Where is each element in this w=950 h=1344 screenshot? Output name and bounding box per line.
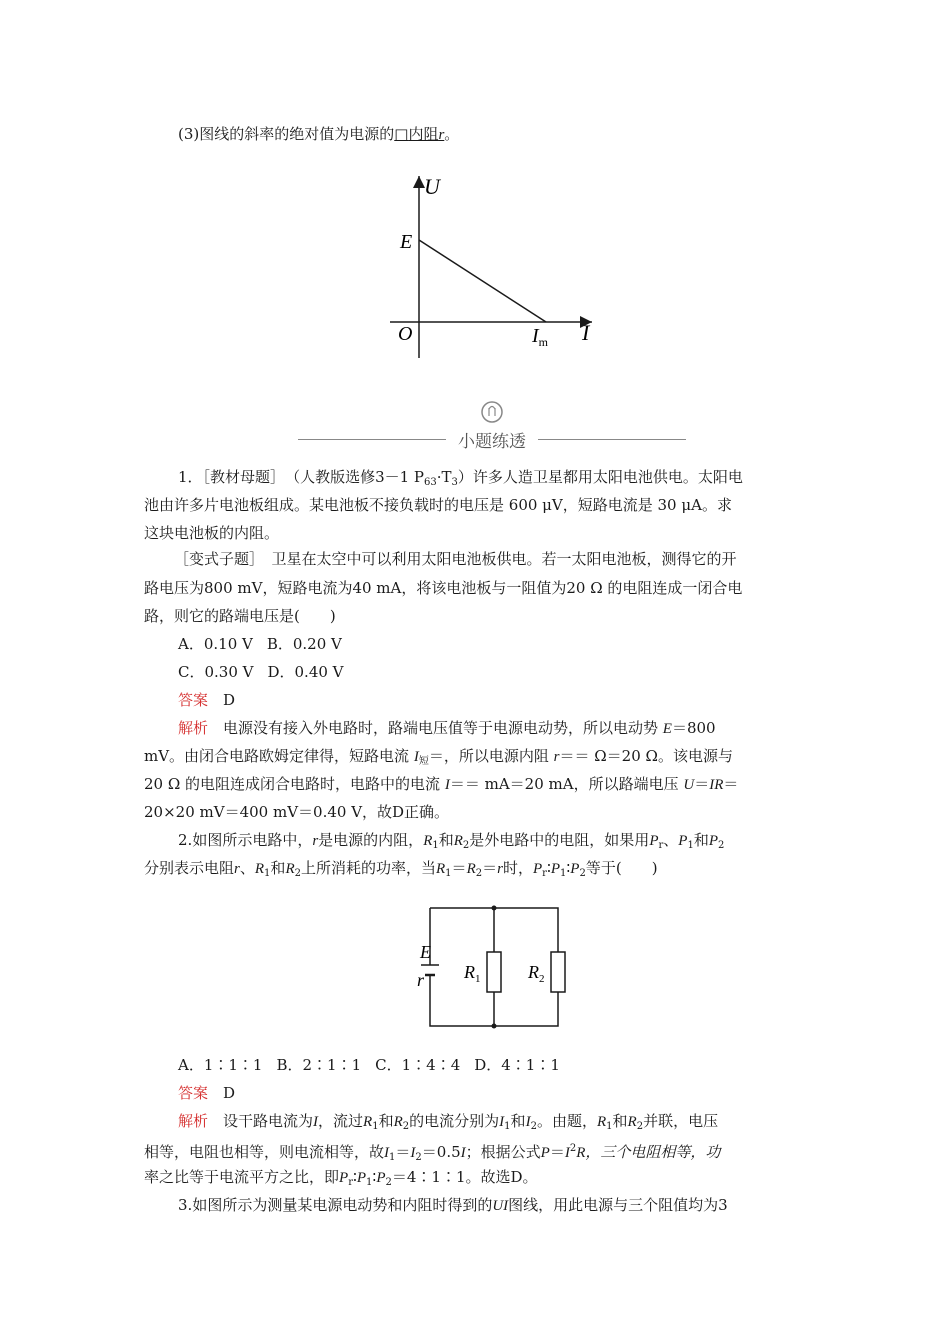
option-a: A．1∶1∶1 bbox=[178, 1056, 263, 1074]
variant-line3: 路，则它的路端电压是( ) bbox=[144, 607, 336, 625]
r1-label: $R_1$ bbox=[464, 962, 481, 985]
junction-bottom bbox=[492, 1024, 497, 1029]
option-c: C．1∶4∶4 bbox=[375, 1056, 461, 1074]
junction-top bbox=[492, 906, 497, 911]
ui-graph bbox=[360, 158, 630, 384]
intro-line: (3)图线的斜率的绝对值为电源的□内阻r。 bbox=[178, 125, 460, 143]
variant-options-cd bbox=[178, 662, 344, 682]
q1-line2: 池由许多片电池板组成。某电池板不接负载时的电压是 600 μV，短路电流是 30 μA。求 bbox=[144, 496, 732, 514]
q2-analysis-3: 率之比等于电流平方之比，即$P_r∶P_1∶P_2=4∶1∶1$。故选D。 bbox=[144, 1168, 538, 1188]
banner-rule-right bbox=[538, 439, 686, 440]
variant-line1: ［变式子题］ 卫星在太空中可以利用太阳电池板供电。若一太阳电池板，测得它的开 bbox=[174, 550, 737, 568]
q2-analysis-1: 解析 设干路电流为I，流过$R_1$和$R_2$的电流分别为$I_1$和$I_2$。由题，$R_1$和$R_2$并联，电压 bbox=[178, 1112, 719, 1132]
variant-answer: 答案 D bbox=[178, 691, 236, 709]
option-b: B．2∶1∶1 bbox=[276, 1056, 362, 1074]
r2-label: $R_2$ bbox=[528, 962, 545, 985]
q1-line3: 这块电池板的内阻。 bbox=[144, 524, 280, 542]
emf-label: E bbox=[420, 942, 431, 962]
option-c: C．0.30 V bbox=[178, 663, 254, 681]
resistor-r1 bbox=[487, 952, 501, 992]
variant-analysis-1: 解析 电源没有接入外电路时，路端电压值等于电源电动势，所以电动势 E＝800 bbox=[178, 719, 716, 737]
option-b: B．0.20 V bbox=[266, 635, 342, 653]
im-label: $I_m$ bbox=[532, 325, 549, 349]
resistor-r2 bbox=[551, 952, 565, 992]
option-d: D．0.40 V bbox=[267, 663, 344, 681]
origin-label: O bbox=[398, 323, 413, 345]
banner-rule-left bbox=[298, 439, 446, 440]
variant-analysis-4: 20×20 mV＝400 mV＝0.40 V，故D正确。 bbox=[144, 803, 450, 821]
variant-analysis-3: 20 Ω 的电阻连成闭合电路时，电路中的电流 I＝＝ mA＝20 mA，所以路端电压 U＝IR＝ bbox=[144, 775, 739, 793]
answer-blank: □内阻r bbox=[394, 125, 445, 143]
ui-line bbox=[419, 240, 546, 322]
internal-r-label: r bbox=[417, 970, 425, 990]
banner-title: 小题练透 bbox=[458, 432, 526, 452]
q2-answer: 答案 D bbox=[178, 1084, 236, 1102]
variant-line2: 路电压为800 mV，短路电流为40 mA，将该电池板与一阻值为20 Ω 的电阻连成一闭合电 bbox=[144, 579, 743, 597]
variant-analysis-2: mV。由闭合电路欧姆定律得，短路电流 $I_短=$，所以电源内阻 r＝＝ Ω＝20 Ω。该电源与 bbox=[144, 747, 733, 767]
option-a: A．0.10 V bbox=[178, 635, 253, 653]
q2-line2: 分别表示电阻r、$R_1$和$R_2$上所消耗的功率，当$R_1=R_2=r$时，$P_r∶P_1∶P_2$等于( ) bbox=[144, 859, 658, 879]
variant-options-ab bbox=[178, 634, 342, 654]
e-label: E bbox=[400, 231, 413, 253]
bulb-icon bbox=[480, 400, 504, 426]
option-d: D．4∶1∶1 bbox=[474, 1056, 560, 1074]
q2-analysis-2: 相等，电阻也相等，则电流相等，故$I_1=I_2=0.5I$；根据公式$P=I^2R$，三个电阻相等，功 bbox=[144, 1143, 721, 1163]
q1-line1: 1．［教材母题］ （人教版选修3－1 $P_{63}\cdot T_3$）许多人造卫星都用太阳电池供电。太阳电 bbox=[178, 468, 743, 488]
section-banner bbox=[298, 396, 686, 458]
q2-options bbox=[178, 1055, 560, 1075]
q3-line1: 3.如图所示为测量某电源电动势和内阻时得到的UI图线，用此电源与三个阻值均为3 bbox=[178, 1196, 728, 1214]
u-axis-label: U bbox=[424, 174, 440, 199]
i-axis-label: I bbox=[582, 320, 590, 345]
circuit-diagram bbox=[417, 894, 586, 1044]
q2-line1: 2.如图所示电路中，r是电源的内阻，$R_1$和$R_2$是外电路中的电阻，如果用$P_r$、$P_1$和$P_2$ bbox=[178, 831, 725, 851]
